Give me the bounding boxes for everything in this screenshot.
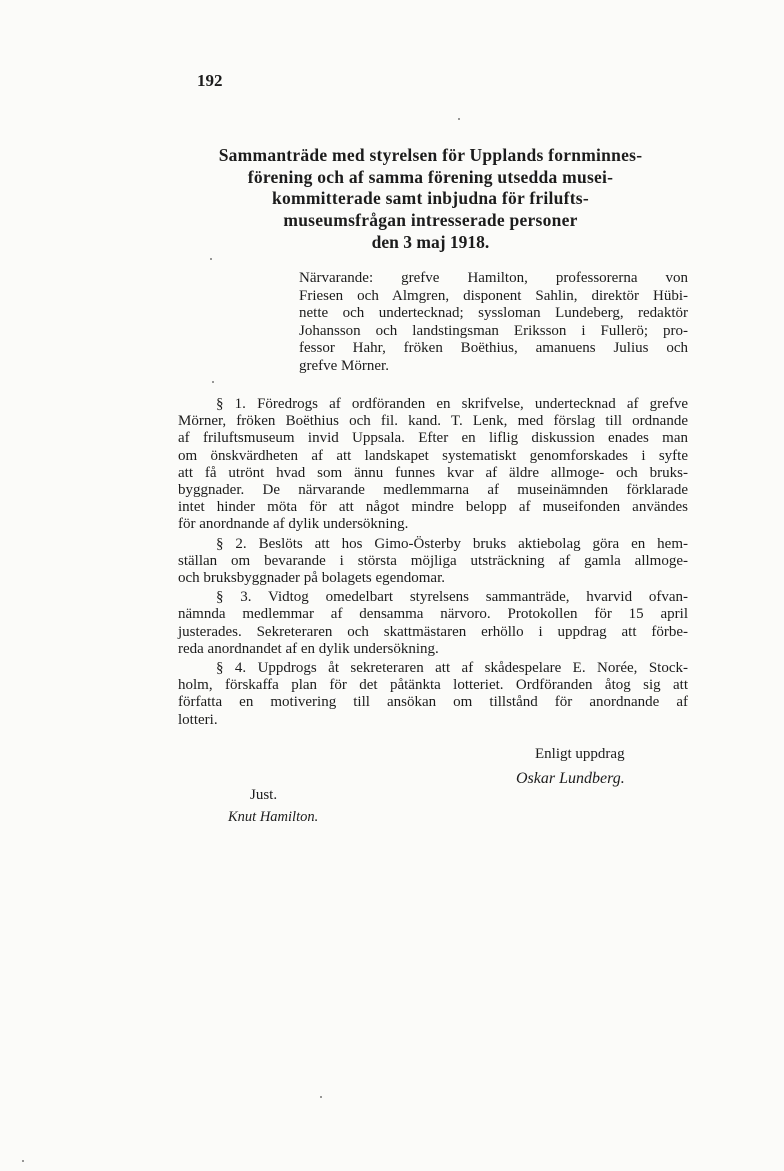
section-1-line: af friluftsmuseum invid Uppsala. Efter en liflig diskussion enades man [178, 430, 688, 447]
section-4-line: holm, förskaffa plan för det påtänkta lotteriet. Ordföranden åtog sig att [178, 677, 688, 694]
section-1-line: om önskvärdheten af att landskapet systematiskt genomforskades i syfte [178, 447, 688, 464]
scan-speck [210, 258, 212, 260]
section-1-line: för anordnande af dylik undersökning. [178, 516, 409, 533]
page-number: 192 [197, 71, 223, 90]
title-line: museumsfrågan intresserade personer [283, 209, 578, 230]
attendees-line: fessor Hahr, fröken Boëthius, amanuens Julius och [299, 340, 688, 357]
title-line: kommitterade samt inbjudna för frilufts- [272, 188, 589, 208]
section-2-line: ställan om bevarande i största möjliga utsträckning af gamla allmoge- [178, 552, 688, 569]
section-2-line: § 2. Beslöts att hos Gimo-Österby bruks aktiebolag göra en hem- [216, 535, 688, 552]
section-4-line: författa en motivering till ansökan om tillstånd för anordnande af [178, 694, 688, 711]
signature-name: Oskar Lundberg. [516, 770, 625, 787]
attendees-line: grefve Mörner. [299, 357, 389, 374]
title-line: Sammanträde med styrelsen för Upplands fornminnes- [218, 145, 643, 165]
attendees-paragraph [299, 270, 688, 376]
attendees-line: nette och undertecknad; syssloman Lundeberg, redaktör [299, 305, 688, 322]
attendees-line: Friesen och Almgren, disponent Sahlin, direktör Hübi- [299, 287, 688, 304]
section-1-line: Mörner, fröken Boëthius och fil. kand. T. Lenk, med förslag till ordnande [178, 413, 688, 430]
just-label: Just. [250, 787, 278, 803]
section-3-line: § 3. Vidtog omedelbart styrelsens sammanträde, hvarvid ofvan- [216, 589, 688, 606]
attendees-line: Johansson och landstingsman Eriksson i Fullerö; pro- [299, 322, 688, 339]
minutes-body [178, 396, 688, 729]
document-title [178, 145, 683, 231]
section-3-line: justerades. Sekreteraren och skattmästaren erhöllo i uppdrag att förbe- [178, 623, 688, 640]
section-3-line: reda anordnandet af en dylik undersökning. [178, 640, 439, 657]
meeting-date: den 3 maj 1918. [371, 232, 490, 252]
scan-speck [212, 381, 214, 383]
just-name: Knut Hamilton. [228, 809, 319, 825]
section-4-line: § 4. Uppdrogs åt sekreteraren att af skådespelare E. Norée, Stock- [216, 660, 688, 677]
scan-speck [458, 118, 460, 120]
section-2-line: och bruksbyggnader på bolagets egendomar. [178, 570, 446, 587]
signature-label: Enligt uppdrag [535, 746, 625, 762]
section-1-line: § 1. Föredrogs af ordföranden en skrifvelse, undertecknad af grefve [216, 396, 688, 412]
attendees-line: Närvarande: grefve Hamilton, professorerna von [299, 270, 688, 286]
title-line: förening och af samma förening utsedda musei- [247, 166, 614, 187]
section-1-line: intet hinder möta för att något mindre belopp af museifonden användes [178, 499, 688, 516]
section-3-line: nämnda medlemmar af densamma närvoro. Protokollen för 15 april [178, 606, 688, 623]
section-1-line: byggnader. De närvarande medlemmarna af museinämnden förklarade [178, 482, 688, 499]
scan-speck [320, 1096, 322, 1098]
section-4-line: lotteri. [178, 711, 218, 728]
scan-speck [22, 1160, 24, 1162]
section-1-line: att få utrönt hvad som ännu funnes kvar af äldre allmoge- och bruks- [178, 464, 688, 481]
